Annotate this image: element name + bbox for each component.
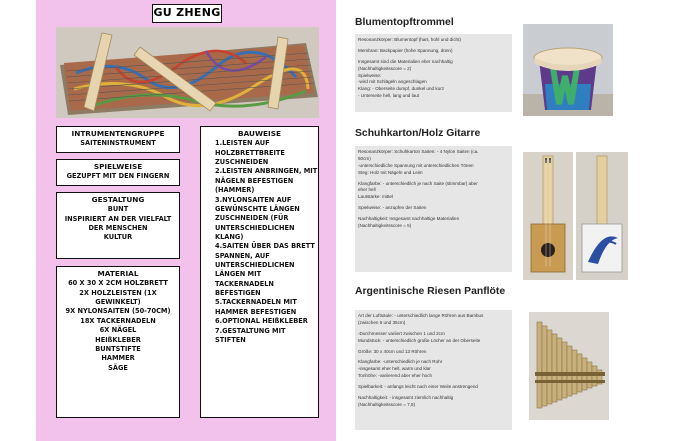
- paragraph: Klangfarbe: -unterschiedlich je nach Rohr -insgesamt eher hell, warm und klar Tonhöhe: -variierend aber eher hoch: [358, 359, 443, 379]
- material-line: 6X NÄGEL: [99, 326, 137, 335]
- bauweise-step: 4.SAITEN ÜBER DAS BRETT: [215, 242, 315, 251]
- bauweise-step: ZUSCHNEIDEN: [215, 158, 269, 167]
- material-line: BUNTSTIFTE: [95, 344, 141, 353]
- bauweise-step: (HAMMER): [215, 186, 255, 195]
- paragraph: Spielweise: - anzupfen der Saiten: [358, 205, 427, 211]
- bauweise-heading: BAUWEISE: [238, 129, 281, 138]
- material-line: GEWINKELT): [95, 298, 141, 307]
- bauweise-step: NÄGELN BEFESTIGEN: [215, 176, 294, 185]
- bauweise-step: LÄNGEN MIT: [215, 270, 262, 279]
- bauweise-step: 6.OPTIONAL HEIßKLEBER: [215, 317, 308, 326]
- bauweise-step: TACKERNADELN: [215, 279, 274, 288]
- spielweise-box: [56, 159, 180, 186]
- gestaltung-line: KULTUR: [103, 233, 133, 242]
- bauweise-box: [200, 126, 319, 418]
- material-heading: MATERIAL: [97, 269, 139, 278]
- material-line: 60 X 30 X 2CM HOLZBRETT: [68, 279, 168, 288]
- paragraph: Art der Luftsäule: - unterschiedlich lange Röhren aus Bambus (zwischen 5 und 35cm): [358, 313, 484, 325]
- material-line: 2X HOLZLEISTEN (1X: [79, 288, 157, 297]
- page-title: GU ZHENG: [152, 4, 222, 23]
- material-line: 18X TACKERNADELN: [80, 316, 156, 325]
- drum-photo: [523, 24, 613, 116]
- material-line: 9X NYLONSAITEN (50-70CM): [65, 307, 171, 316]
- paragraph: Nachhaltigkeit: - insgesamt ziemlich nachhaltig (Nachhaltigkeitsscore = 7,5): [358, 395, 454, 407]
- paragraph: -Durchmesser variiert zwischen 1 und 2cm Mundstück: - unterschiedlich große Löcher an der Oberseite: [358, 330, 481, 343]
- paragraph: Resonanzkörper: Schuhkarton Saiten: - 4 Nylon Saiten (ca. 60cm): [358, 149, 479, 161]
- guitar-photo-front: [523, 152, 573, 280]
- bauweise-step: KLANG): [215, 232, 244, 241]
- gestaltung-heading: GESTALTUNG: [91, 195, 145, 204]
- spielweise-line: GEZUPFT MIT DEN FINGERN: [66, 172, 170, 181]
- bauweise-step: 2.LEISTEN ANBRINGEN, MIT: [215, 167, 318, 176]
- gestaltung-line: INSPIRIERT AN DER VIELFALT: [64, 214, 172, 223]
- gestaltung-box: [56, 192, 180, 259]
- panfloete-text: [355, 310, 512, 430]
- section-title-gitarre: Schuhkarton/Holz Gitarre: [355, 128, 481, 139]
- bauweise-step: 1.LEISTEN AUF: [215, 139, 270, 148]
- bauweise-step: ZUSCHNEIDEN (FÜR: [215, 214, 289, 223]
- bauweise-step: HAMMER BEFESTIGEN: [215, 307, 297, 316]
- material-line: HEIßKLEBER: [95, 335, 141, 344]
- paragraph: -unterschiedliche Spannung mit unterschiedlichen Tönen Steg: Holz mit Nägeln und Leim: [358, 162, 474, 175]
- instrumentengruppe-line: SAITENINSTRUMENT: [80, 139, 156, 148]
- guzheng-photo: [56, 27, 319, 118]
- paragraph: Nachhaltigkeit: Insgesamt nachhaltige Materialien (Nachhaltigkeitsscore = 5): [358, 216, 460, 229]
- gestaltung-line: DER MENSCHEN: [88, 224, 148, 233]
- instrumentengruppe-box: [56, 126, 180, 153]
- instrumentengruppe-heading: INTRUMENTENGRUPPE: [71, 129, 165, 138]
- paragraph: Spielweise: -wird mit Schlägeln angeschlagen Klang: - Oberseite dumpf, dunkel und kurz - Unterseite hell, lang und laut: [358, 72, 445, 99]
- bauweise-step: SPANNEN, AUF: [215, 251, 270, 260]
- paragraph: Membran: Backpapier (hohe Spannung, dünn): [358, 47, 453, 53]
- bauweise-step: HOLZBRETTBREITE: [215, 148, 285, 157]
- material-line: SÄGE: [108, 363, 128, 372]
- material-box: [56, 266, 180, 418]
- paragraph: Größe: 30 x 40cm und 13 Röhren: [358, 348, 427, 354]
- guitar-photo-back: [576, 152, 628, 280]
- blumentopftrommel-text: [355, 34, 512, 112]
- paragraph: Resonanzkörper: Blumentopf (hart, hohl und dicht): [358, 37, 461, 42]
- paragraph: Spielbarkeit: - anfangs leicht nach einer Weile anstrengend: [358, 384, 478, 390]
- bauweise-step: BEFESTIGEN: [215, 289, 261, 298]
- gitarre-text: [355, 146, 512, 272]
- spielweise-heading: SPIELWEISE: [93, 162, 143, 171]
- material-line: HAMMER: [101, 354, 135, 363]
- section-title-blumentopftrommel: Blumentopftrommel: [355, 17, 454, 28]
- bauweise-step: GEWÜNSCHTE LÄNGEN: [215, 204, 300, 213]
- bauweise-step: 3.NYLONSAITEN AUF: [215, 195, 292, 204]
- bauweise-step: UNTERSCHIEDLICHEN: [215, 223, 295, 232]
- bauweise-step: 7.GESTALTUNG MIT STIFTEN: [215, 326, 286, 344]
- gestaltung-line: BUNT: [107, 205, 129, 214]
- panflute-photo: [529, 312, 609, 420]
- paragraph: Insgesamt sind die Materialien eher nachhaltig (Nachhaltigkeitsscore = 2): [358, 58, 453, 71]
- paragraph: Klangfarbe: - unterschiedlich je nach Saite (stimmbar) aber eher hell Lautstärke: mittel: [358, 180, 478, 200]
- bauweise-step: UNTERSCHIEDLICHEN: [215, 261, 295, 270]
- bauweise-step: 5.TACKERNADELN MIT: [215, 298, 297, 307]
- section-title-panfloete: Argentinische Riesen Panflöte: [355, 286, 506, 297]
